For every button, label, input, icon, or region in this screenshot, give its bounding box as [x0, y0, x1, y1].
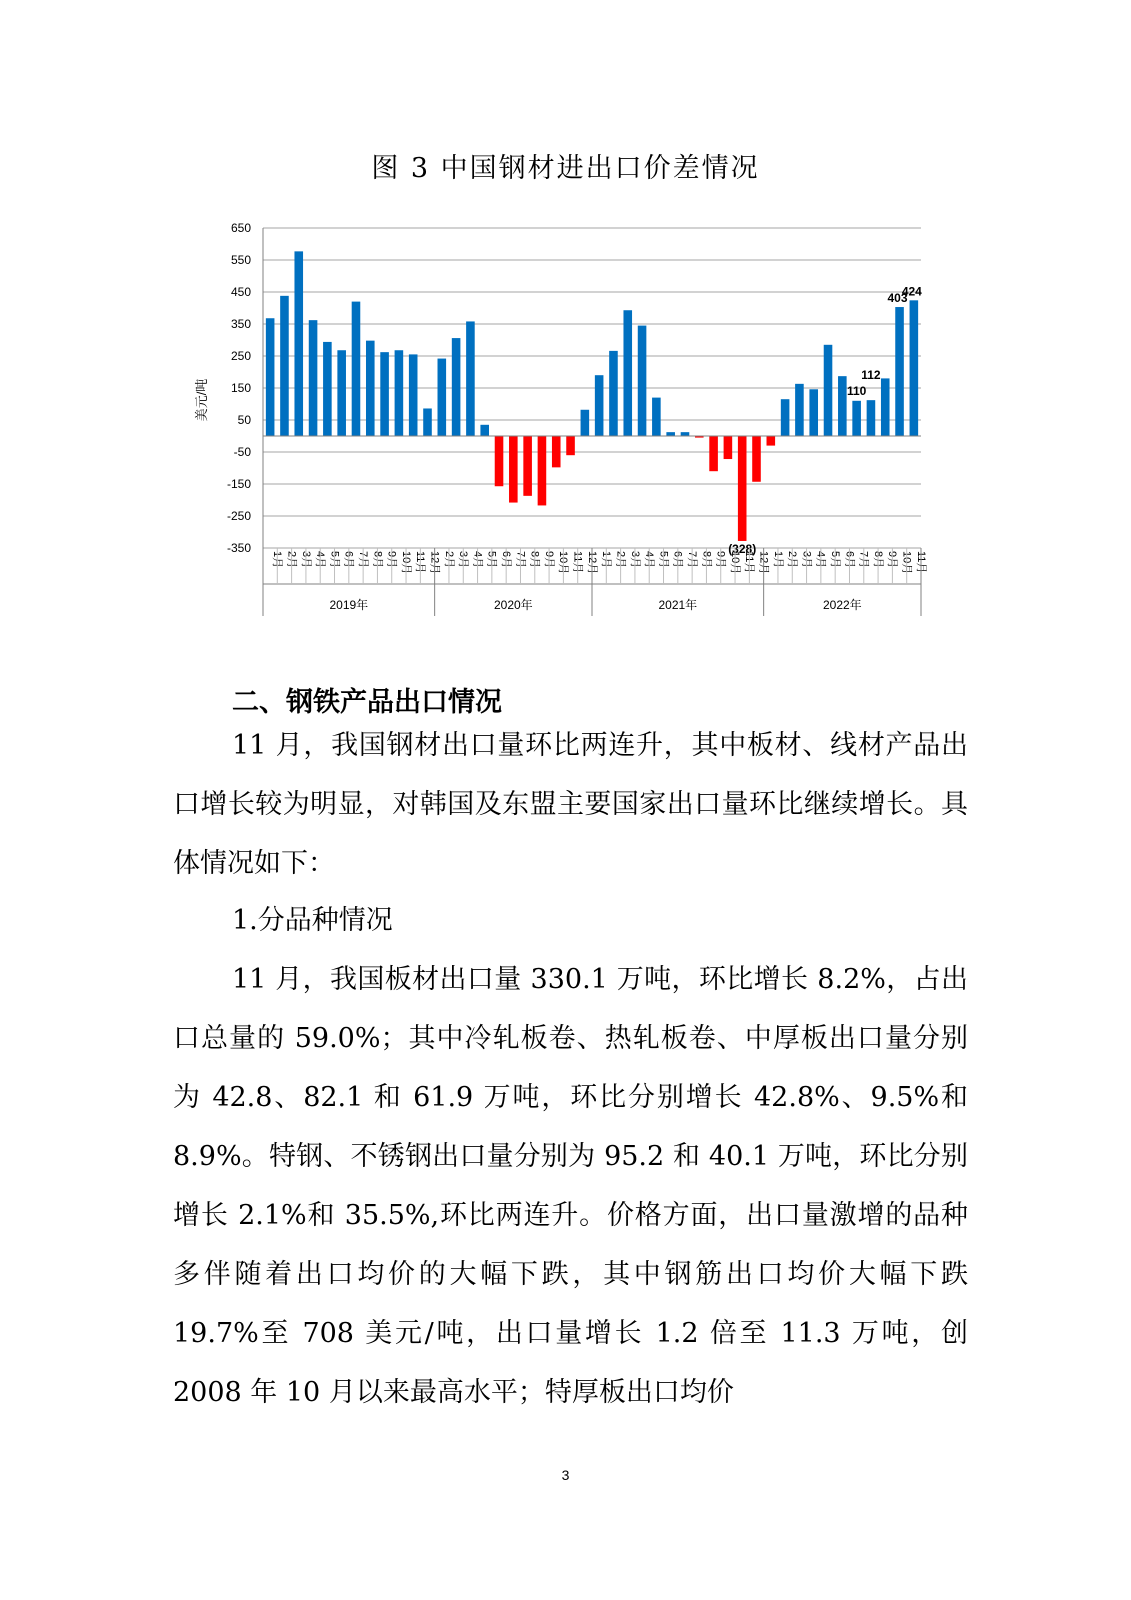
x-tick-label: 8月	[371, 551, 384, 569]
bar	[767, 436, 776, 446]
data-label: 112	[861, 368, 881, 383]
x-tick-label: 7月	[857, 551, 870, 569]
x-tick-label: 7月	[514, 551, 527, 569]
bar	[638, 326, 647, 436]
x-tick-label: 10月	[399, 551, 412, 575]
y-tick-label: -350	[226, 541, 251, 555]
data-label: 403	[887, 291, 908, 306]
bar	[895, 307, 904, 436]
x-axis	[263, 548, 928, 616]
bar	[309, 320, 318, 436]
x-tick-label: 6月	[843, 551, 856, 569]
bar	[409, 354, 418, 436]
x-tick-label: 6月	[500, 551, 513, 569]
bar	[495, 436, 504, 486]
x-tick-label: 11月	[914, 551, 927, 574]
y-tick-label: 650	[230, 221, 251, 235]
data-label: 424	[901, 284, 922, 299]
x-tick-label: 9月	[714, 551, 727, 569]
bar	[509, 436, 518, 503]
chart-bars	[263, 251, 921, 541]
x-tick-label: 1月	[771, 551, 784, 569]
x-tick-label: 3月	[457, 551, 470, 569]
bar	[709, 436, 718, 471]
y-tick-label: -250	[226, 509, 251, 523]
year-group-label: 2020年	[493, 598, 533, 612]
x-tick-label: 6月	[671, 551, 684, 569]
y-tick-label: 150	[230, 381, 251, 395]
bar	[552, 436, 561, 467]
x-tick-label: 10月	[728, 551, 741, 575]
bar	[752, 436, 761, 482]
x-tick-label: 10月	[900, 551, 913, 575]
x-tick-label: 7月	[685, 551, 698, 569]
paragraph-intro: 11 月，我国钢材出口量环比两连升，其中板材、线材产品出口增长较为明显，对韩国及东盟主要国家出口量环比继续增长。具体情况如下：	[173, 730, 968, 879]
x-tick-label: 4月	[814, 551, 827, 569]
data-label: 110	[846, 383, 867, 398]
x-tick-label: 4月	[471, 551, 484, 569]
x-tick-label: 8月	[528, 551, 541, 569]
bar	[538, 436, 547, 505]
bar	[266, 318, 275, 436]
chart-gridlines	[263, 228, 921, 548]
bar	[738, 436, 747, 541]
bar	[781, 399, 790, 436]
subheading-by-product: 1.分品种情况	[232, 905, 393, 936]
bar	[838, 376, 847, 436]
x-tick-label: 1月	[271, 551, 284, 569]
y-tick-label: -150	[226, 477, 251, 491]
bar	[366, 341, 375, 436]
y-tick-label: 350	[230, 317, 251, 331]
bar	[609, 351, 618, 436]
bar	[466, 321, 475, 436]
y-axis-ticks	[227, 221, 251, 555]
x-tick-label: 9月	[886, 551, 899, 569]
x-tick-label: 3月	[800, 551, 813, 569]
x-tick-label: 7月	[356, 551, 369, 569]
bar	[323, 342, 332, 436]
bar	[910, 300, 919, 436]
x-tick-label: 5月	[829, 551, 842, 569]
x-tick-label: 11月	[571, 551, 584, 574]
price-spread-chart	[188, 218, 938, 623]
x-tick-label: 9月	[542, 551, 555, 569]
x-tick-label: 11月	[414, 551, 427, 574]
bar	[438, 359, 447, 436]
x-tick-label: 10月	[557, 551, 570, 575]
x-tick-label: 2月	[442, 551, 455, 569]
page-number: 3	[561, 1467, 570, 1483]
x-tick-label: 4月	[643, 551, 656, 569]
bar	[452, 338, 461, 436]
x-tick-label: 2月	[614, 551, 627, 569]
bar	[395, 350, 404, 436]
x-tick-label: 11月	[743, 551, 756, 574]
y-tick-label: 250	[230, 349, 251, 363]
bar	[523, 436, 532, 496]
x-tick-label: 5月	[657, 551, 670, 569]
bar	[423, 408, 432, 436]
y-tick-label: -50	[233, 445, 251, 459]
bar	[867, 400, 876, 436]
bar	[380, 352, 389, 436]
bar	[566, 436, 575, 455]
x-tick-label: 2月	[285, 551, 298, 569]
bar	[652, 398, 661, 436]
y-axis-label: 美元/吨	[194, 378, 209, 422]
bar	[666, 432, 675, 436]
data-label: (328)	[728, 541, 757, 556]
bar	[280, 296, 289, 436]
figure-title: 图 3 中国钢材进出口价差情况	[371, 153, 760, 184]
y-tick-label: 50	[237, 413, 251, 427]
bar	[294, 251, 303, 436]
x-tick-label: 12月	[757, 551, 770, 575]
x-tick-label: 12月	[585, 551, 598, 575]
bar	[480, 425, 489, 436]
y-tick-label: 550	[230, 253, 251, 267]
bar	[337, 350, 346, 436]
year-group-label: 2019年	[329, 598, 369, 612]
year-group-label: 2021年	[658, 598, 698, 612]
bar	[681, 432, 690, 436]
section-heading: 二、钢铁产品出口情况	[232, 687, 502, 718]
bar	[595, 375, 604, 436]
bar	[795, 384, 804, 436]
x-tick-label: 1月	[600, 551, 613, 569]
x-tick-label: 9月	[385, 551, 398, 569]
x-tick-label: 2月	[786, 551, 799, 569]
x-tick-label: 6月	[342, 551, 355, 569]
x-tick-label: 4月	[314, 551, 327, 569]
bar	[824, 345, 833, 436]
bar	[881, 378, 890, 436]
x-tick-label: 5月	[328, 551, 341, 569]
x-tick-label: 8月	[700, 551, 713, 569]
year-group-label: 2022年	[822, 598, 862, 612]
bar	[724, 436, 733, 459]
x-tick-label: 5月	[485, 551, 498, 569]
x-tick-label: 3月	[628, 551, 641, 569]
bar	[581, 410, 590, 436]
x-tick-label: 3月	[299, 551, 312, 569]
bar	[623, 310, 632, 436]
y-tick-label: 450	[230, 285, 251, 299]
bar	[852, 401, 861, 436]
bar	[809, 389, 818, 436]
bar	[352, 302, 361, 436]
x-tick-label: 8月	[871, 551, 884, 569]
x-tick-label: 12月	[428, 551, 441, 575]
paragraph-by-product: 11 月，我国板材出口量 330.1 万吨，环比增长 8.2%，占出口总量的 59.0%；其中冷轧板卷、热轧板卷、中厚板出口量分别为 42.8、82.1 和 61.9 万吨，环比分别增长 42.8%、9.5%和 8.9%。特钢、不锈钢出口量分别为 95.2 和 40.1 万吨，环比分别增长 2.1%和 35.5%,环比两连升。价格方面，出口量激增的品种多伴随着出口均价的大幅下跌，其中钢筋出口均价大幅下跌 19.7%至 708 美元/吨，出口量增长 1.2 倍至 11.3 万吨，创 2008 年 10 月以来最高水平；特厚板出口均价	[173, 964, 968, 1408]
